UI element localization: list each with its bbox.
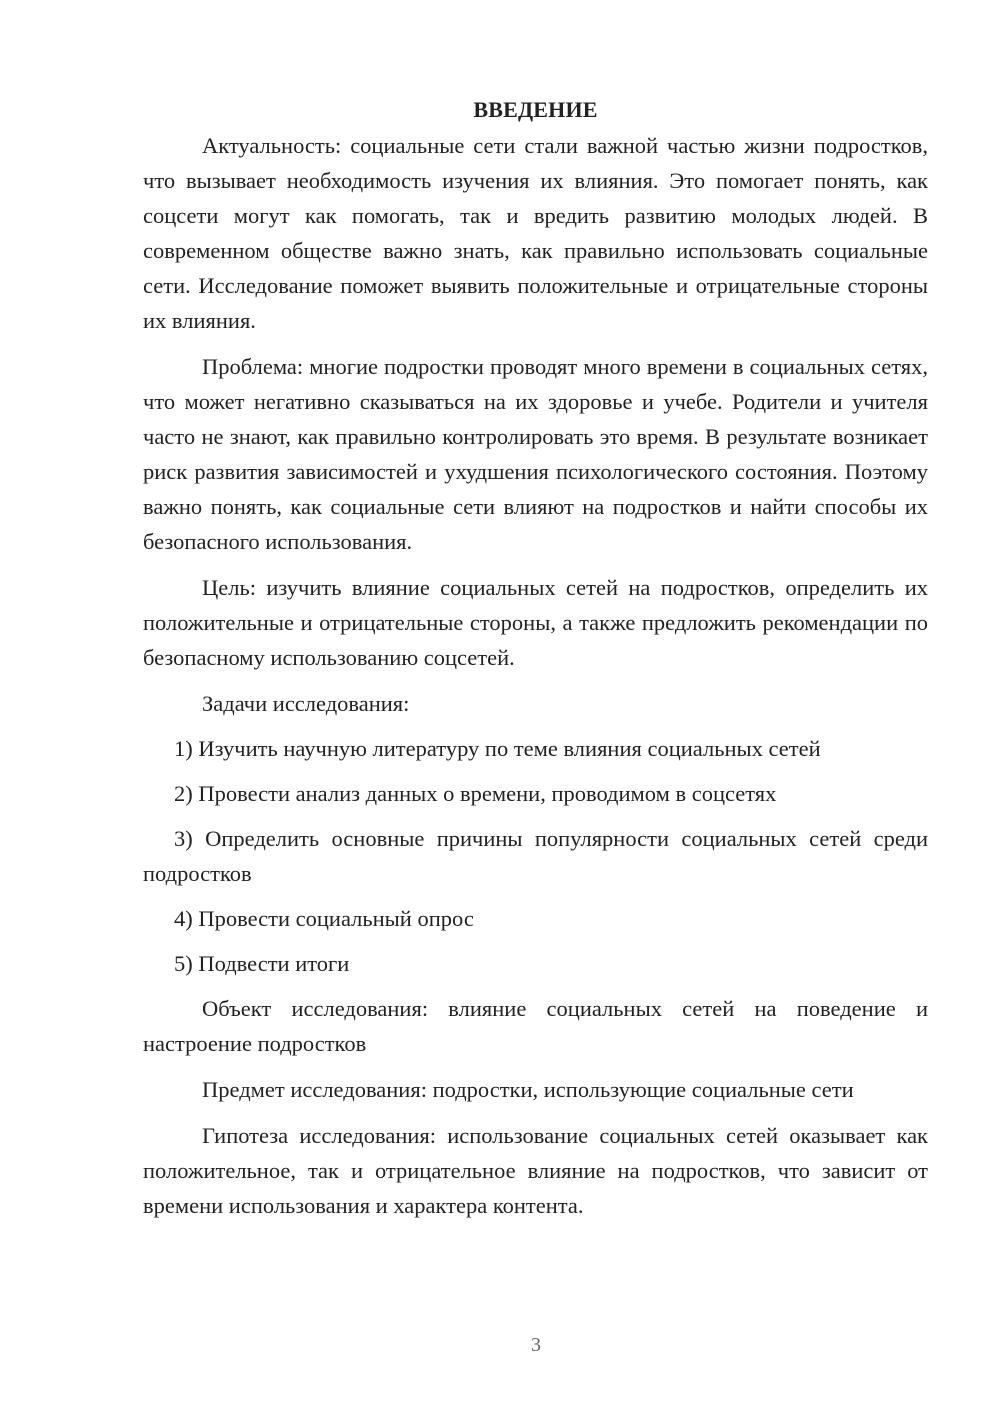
list-item bbox=[143, 776, 928, 811]
paragraph-relevance: Актуальность: социальные сети стали важной частью жизни подростков, что вызывает необходимость изучения их влияния. Это помогает понять, как соцсети могут как помогать, так и вредить развитию молодых людей. В современном обществе важно знать, как правильно использовать социальные сети. Исследование поможет выявить положительные и отрицательные стороны их влияния. bbox=[143, 133, 928, 333]
list-item-text: Подвести итоги bbox=[198, 951, 350, 976]
paragraph-goal: Цель: изучить влияние социальных сетей на подростков, определить их положительные и отрицательные стороны, а также предложить рекомендации по безопасному использованию соцсетей. bbox=[143, 575, 928, 670]
page-title: ВВЕДЕНИЕ bbox=[473, 97, 598, 122]
list-item-number: 4) bbox=[174, 906, 193, 931]
list-item bbox=[143, 946, 928, 981]
list-item-text: Изучить научную литературу по теме влияния социальных сетей bbox=[198, 736, 821, 761]
paragraph-hypothesis: Гипотеза исследования: использование социальных сетей оказывает как положительное, так и отрицательное влияние на подростков, что зависит от времени использования и характера контента. bbox=[143, 1123, 928, 1218]
page-content bbox=[143, 92, 928, 1234]
list-item bbox=[143, 821, 928, 891]
list-item-number: 5) bbox=[174, 951, 193, 976]
list-item-text: Провести анализ данных о времени, проводимом в соцсетях bbox=[198, 781, 777, 806]
list-item-number: 1) bbox=[174, 736, 193, 761]
list-item bbox=[143, 901, 928, 936]
list-item-number: 3) bbox=[174, 826, 193, 851]
list-item-number: 2) bbox=[174, 781, 193, 806]
tasks-list bbox=[143, 731, 928, 981]
page-number: 3 bbox=[531, 1334, 541, 1356]
list-item-text: Провести социальный опрос bbox=[198, 906, 474, 931]
list-item-text: Определить основные причины популярности социальных сетей среди подростков bbox=[143, 826, 928, 886]
list-item bbox=[143, 731, 928, 766]
paragraph-subject: Предмет исследования: подростки, использующие социальные сети bbox=[202, 1077, 854, 1102]
paragraph-problem: Проблема: многие подростки проводят много времени в социальных сетях, что может негативно сказываться на их здоровье и учебе. Родители и учителя часто не знают, как правильно контролировать это время. В результате возникает риск развития зависимостей и ухудшения психологического состояния. Поэтому важно понять, как социальные сети влияют на подростков и найти способы их безопасного использования. bbox=[143, 354, 928, 554]
paragraph-object: Объект исследования: влияние социальных сетей на поведение и настроение подростков bbox=[143, 996, 928, 1056]
tasks-heading: Задачи исследования: bbox=[202, 691, 410, 716]
